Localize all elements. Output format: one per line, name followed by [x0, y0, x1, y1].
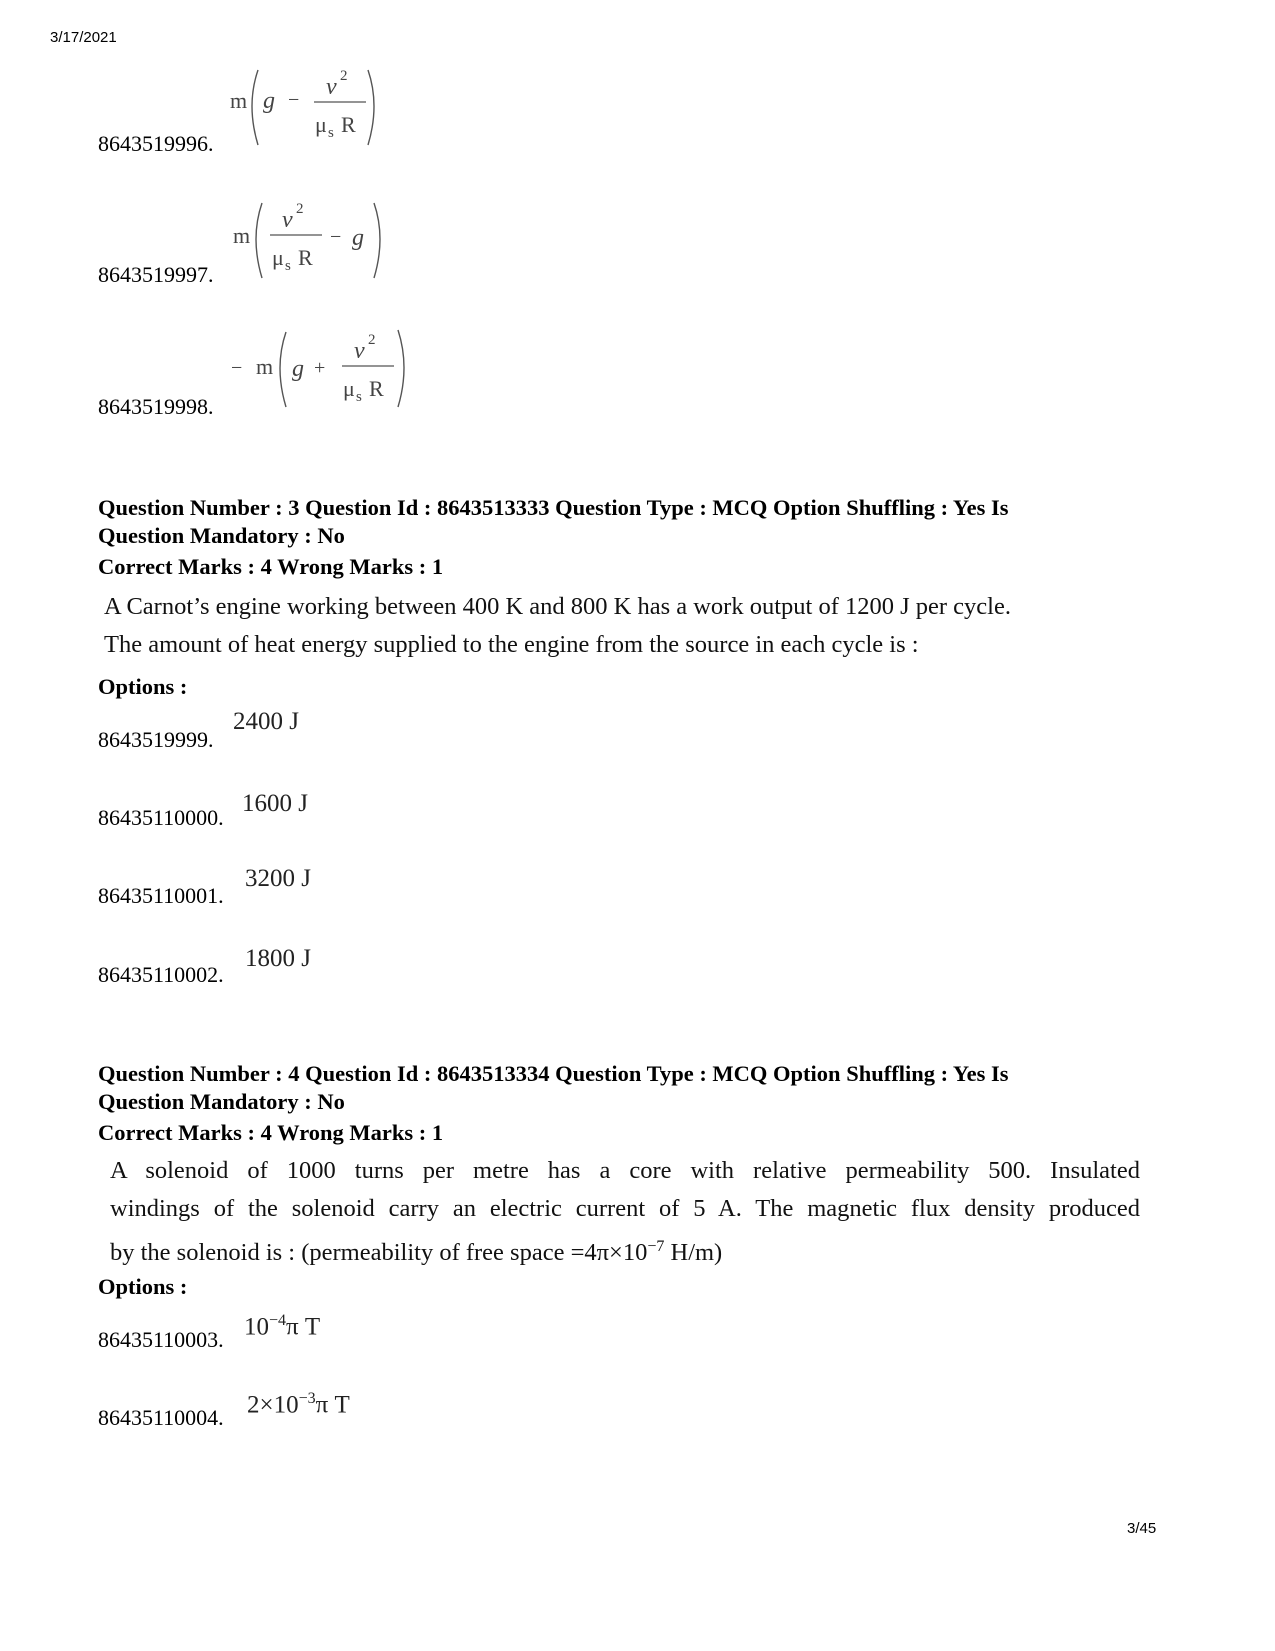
formula-option-1: [226, 60, 396, 150]
page-number: 3/45: [1127, 1520, 1157, 1537]
option-id: 8643519997.: [98, 262, 214, 287]
formula-sq: 2: [296, 201, 304, 217]
question-header: [98, 1060, 1198, 1116]
option-id: 86435110003.: [98, 1327, 224, 1352]
question-text-line3-unit: H/m): [664, 1239, 723, 1267]
formula-sq: 2: [340, 68, 348, 84]
options-label: Options :: [98, 674, 188, 699]
option-rest: π T: [315, 1391, 350, 1419]
option-value[interactable]: [247, 1390, 350, 1419]
formula-m: m: [230, 88, 248, 113]
option-value[interactable]: 3200 J: [245, 865, 311, 892]
formula-s: s: [285, 258, 291, 274]
option-id: 86435110002.: [98, 962, 224, 987]
question-text-line3-main: by the solenoid is : (permeability of free space =4π×10: [110, 1239, 648, 1267]
question-header-line1: Question Number : 4 Question Id : 8643513334 Question Type : MCQ Option Shuffling : Yes Is: [98, 1061, 1009, 1086]
formula-v: v: [326, 74, 337, 100]
option-id: 8643519998.: [98, 394, 214, 419]
exponent: −7: [647, 1238, 665, 1255]
option-value[interactable]: 1800 J: [245, 945, 311, 972]
formula-R: R: [369, 376, 384, 401]
formula-mu: μ: [315, 112, 327, 137]
formula-plus: +: [314, 357, 326, 379]
question-text: [104, 588, 1204, 664]
formula-option-3: [226, 322, 426, 412]
exponent: −3: [298, 1390, 316, 1407]
formula-g: g: [263, 88, 275, 114]
formula-option-2: [226, 193, 396, 283]
formula-m: m: [256, 354, 274, 379]
option-base: 10: [244, 1313, 269, 1341]
question-header-line2: Question Mandatory : No: [98, 1089, 345, 1114]
formula-mu: μ: [272, 245, 284, 270]
options-label: Options :: [98, 1274, 188, 1299]
option-id: 8643519999.: [98, 727, 214, 752]
question-marks: Correct Marks : 4 Wrong Marks : 1: [98, 1120, 444, 1145]
question-header-line2: Question Mandatory : No: [98, 523, 345, 548]
option-value[interactable]: [244, 1312, 320, 1341]
option-id: 86435110004.: [98, 1405, 224, 1430]
formula-minus: −: [330, 226, 342, 248]
question-text-line2: windings of the solenoid carry an electric current of 5 A. The magnetic flux density produced: [110, 1195, 1140, 1222]
option-id: 86435110001.: [98, 883, 224, 908]
question-text-line2: The amount of heat energy supplied to the engine from the source in each cycle is :: [104, 631, 919, 658]
formula-g: g: [292, 356, 304, 382]
formula-g: g: [352, 225, 364, 251]
option-id: 86435110000.: [98, 805, 224, 830]
option-id: 8643519996.: [98, 131, 214, 156]
option-value[interactable]: 2400 J: [233, 708, 299, 735]
option-base: 2×10: [247, 1391, 299, 1419]
question-header: [98, 494, 1198, 550]
formula-v: v: [354, 338, 365, 364]
formula-s: s: [356, 389, 362, 405]
option-rest: π T: [286, 1313, 321, 1341]
question-text-line3: [110, 1228, 1140, 1272]
formula-minus: −: [288, 89, 300, 111]
option-value[interactable]: 1600 J: [242, 790, 308, 817]
question-text-line1: A Carnot’s engine working between 400 K and 800 K has a work output of 1200 J per cycle.: [104, 593, 1011, 620]
print-date: 3/17/2021: [50, 29, 117, 46]
formula-R: R: [298, 245, 313, 270]
question-text-line1: A solenoid of 1000 turns per metre has a core with relative permeability 500. Insulated: [110, 1157, 1140, 1184]
question-marks: Correct Marks : 4 Wrong Marks : 1: [98, 554, 444, 579]
formula-sq: 2: [368, 332, 376, 348]
question-header-line1: Question Number : 3 Question Id : 8643513333 Question Type : MCQ Option Shuffling : Yes Is: [98, 495, 1009, 520]
exponent: −4: [269, 1312, 287, 1329]
formula-mu: μ: [343, 376, 355, 401]
formula-m: m: [233, 223, 251, 248]
formula-neg: −: [231, 357, 243, 379]
formula-R: R: [341, 112, 356, 137]
question-text: [110, 1152, 1140, 1272]
formula-v: v: [282, 207, 293, 233]
formula-s: s: [328, 125, 334, 141]
